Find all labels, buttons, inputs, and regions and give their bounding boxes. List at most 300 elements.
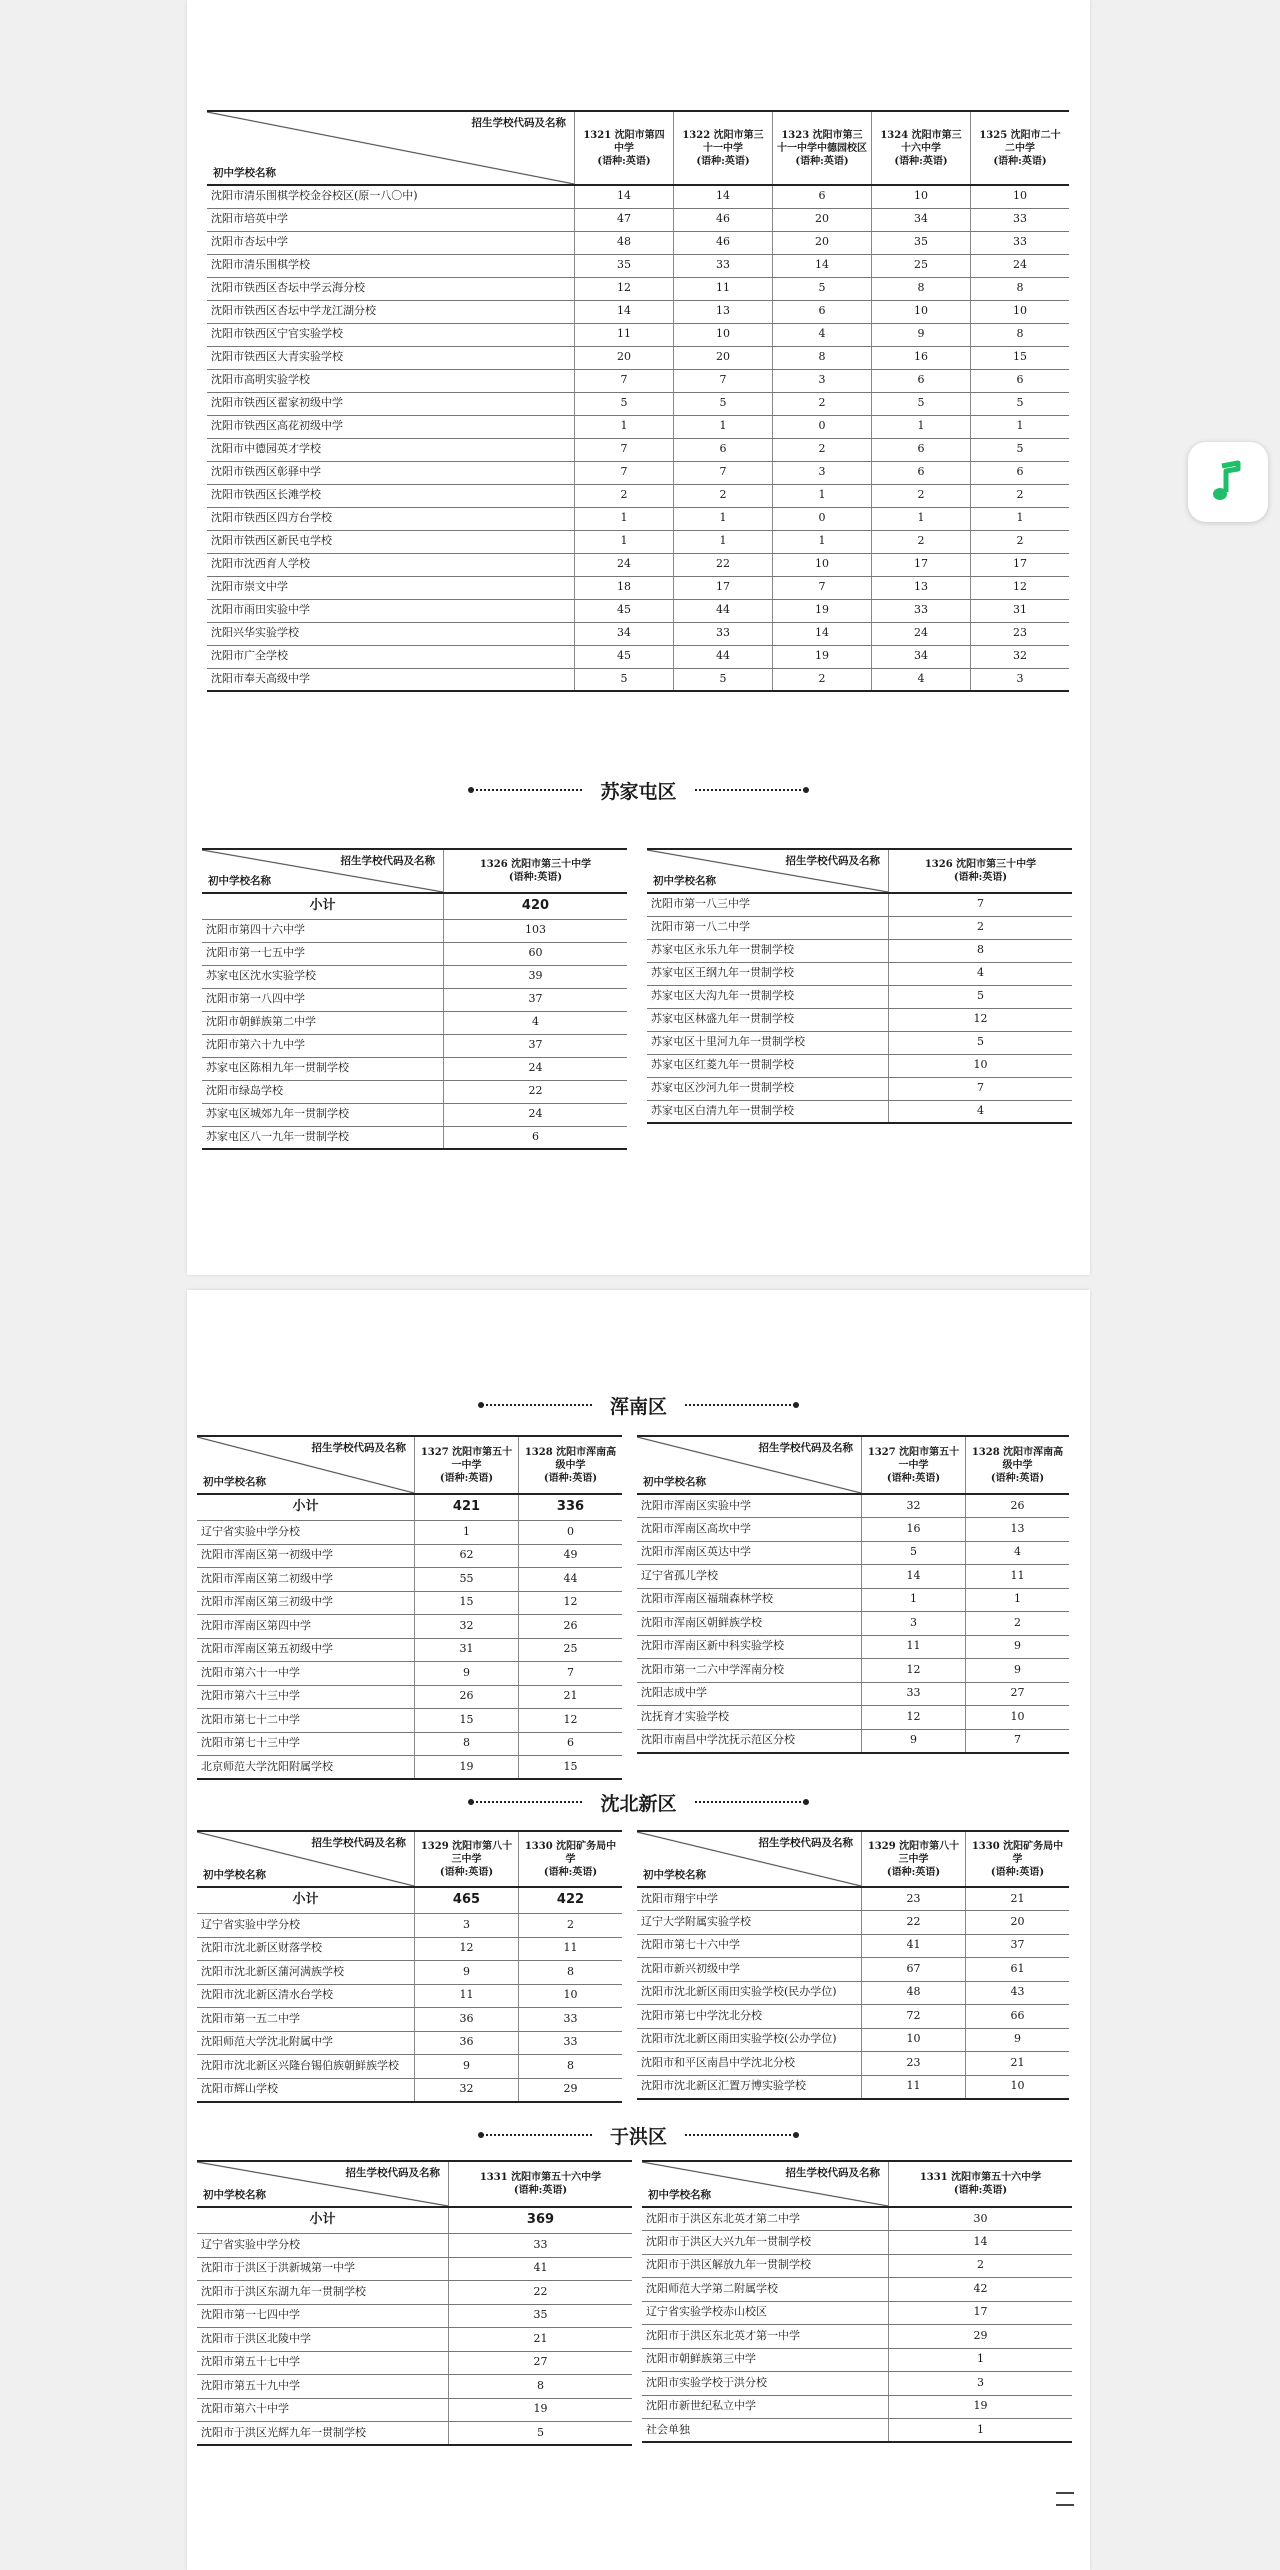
middle-school-name: 沈阳市翔宇中学 [637,1887,862,1911]
section-title-yuhong [187,2120,1090,2150]
quota-value: 29 [519,2078,623,2102]
section-title-text: 浑南区 [609,1395,667,1418]
quota-value: 62 [415,1544,519,1568]
subtotal-row [197,1887,622,1914]
middle-school-name: 沈阳市沈北新区雨田实验学校(民办学位) [637,1981,862,2005]
table-row [207,392,1069,415]
section-title-sujiatun [187,775,1090,805]
table-row [202,942,627,965]
quota-value: 12 [415,1937,519,1961]
quota-value: 10 [872,300,971,323]
quota-value: 7 [674,369,773,392]
middle-school-name: 沈阳市铁西区翟家初级中学 [207,392,575,415]
quota-value: 5 [971,392,1070,415]
middle-school-name: 沈阳市第一八三中学 [647,893,889,916]
quota-value: 10 [862,2028,966,2052]
table-row [197,1937,622,1961]
quota-value: 33 [519,2008,623,2032]
quota-value: 37 [444,1034,628,1057]
table-row [207,369,1069,392]
middle-school-name: 沈阳市第一二六中学浑南分校 [637,1659,862,1683]
middle-school-name: 沈阳市第一七五中学 [202,942,444,965]
quota-value: 4 [889,962,1073,985]
diagonal-header [647,849,889,893]
table-row [197,2234,632,2258]
middle-school-name: 沈阳市第一八二中学 [647,916,889,939]
admission-school-column-header: 1328 沈阳市浑南高级中学 (语种:英语) [966,1436,1070,1494]
table-row [197,2422,632,2446]
table-row [647,1031,1072,1054]
quota-value: 19 [415,1756,519,1780]
quota-value: 41 [449,2257,633,2281]
middle-school-name: 沈阳市沈北新区汇置万博实验学校 [637,2075,862,2099]
middle-school-name: 沈阳兴华实验学校 [207,622,575,645]
quota-value: 5 [862,1541,966,1565]
quota-value: 35 [575,254,674,277]
admission-school-column-header: 1329 沈阳市第八十三中学 (语种:英语) [862,1831,966,1887]
middle-school-name: 沈阳市沈西育人学校 [207,553,575,576]
quota-value: 10 [519,1984,623,2008]
middle-school-name: 沈阳市于洪区解放九年一贯制学校 [642,2254,889,2278]
middle-school-name: 沈阳市辉山学校 [197,2078,415,2102]
middle-school-name: 沈阳市广全学校 [207,645,575,668]
quota-value: 2 [575,484,674,507]
quota-value: 2 [889,2254,1073,2278]
shenbei-table-left [197,1830,622,2103]
quota-value: 33 [862,1682,966,1706]
middle-school-name: 沈阳市铁西区大青实验学校 [207,346,575,369]
quota-value: 9 [415,1961,519,1985]
quota-value: 42 [889,2278,1073,2302]
table-row [197,1914,622,1938]
admission-school-column-header: 1325 沈阳市二十二中学 (语种:英语) [971,111,1070,185]
middle-school-name: 沈阳市铁西区杏坛中学云海分校 [207,277,575,300]
middle-school-name: 沈阳市第六十九中学 [202,1034,444,1057]
diagonal-header [637,1436,862,1494]
table-row [197,2031,622,2055]
quota-value: 8 [971,323,1070,346]
middle-school-name: 苏家屯区沙河九年一贯制学校 [647,1077,889,1100]
quota-value: 13 [966,1518,1070,1542]
table-row [637,2028,1069,2052]
quota-value: 25 [872,254,971,277]
quota-value: 8 [519,1961,623,1985]
admission-school-column-header: 1322 沈阳市第三十一中学 (语种:英语) [674,111,773,185]
table-row [647,916,1072,939]
quota-value: 19 [449,2398,633,2422]
table-row [642,2325,1072,2349]
middle-school-name: 苏家屯区陈相九年一贯制学校 [202,1057,444,1080]
middle-school-name: 沈阳市第六十中学 [197,2398,449,2422]
table-row [637,1729,1069,1753]
quota-value: 31 [971,599,1070,622]
middle-school-name: 沈阳市培英中学 [207,208,575,231]
quota-value: 1 [889,2348,1073,2372]
divider-left [472,789,582,791]
admission-school-column-header: 1321 沈阳市第四中学 (语种:英语) [575,111,674,185]
table-row [637,1659,1069,1683]
quota-value: 37 [966,1934,1070,1958]
middle-school-name: 沈阳市铁西区长滩学校 [207,484,575,507]
quota-value: 5 [872,392,971,415]
music-note-icon [1208,460,1248,504]
table-row [197,1544,622,1568]
subtotal-value: 336 [519,1494,623,1521]
quota-value: 103 [444,919,628,942]
middle-school-name: 沈阳市雨田实验中学 [207,599,575,622]
quota-value: 26 [415,1685,519,1709]
middle-school-name: 沈阳市浑南区第三初级中学 [197,1591,415,1615]
quota-value: 35 [872,231,971,254]
middle-school-name: 沈阳志成中学 [637,1682,862,1706]
middle-school-name: 苏家屯区白清九年一贯制学校 [647,1100,889,1123]
diagonal-header [642,2161,889,2207]
middle-school-name: 沈阳市和平区南昌中学沈北分校 [637,2052,862,2076]
quota-value: 7 [889,893,1073,916]
floating-music-button[interactable] [1188,442,1268,522]
admission-school-column-header: 1327 沈阳市第五十一中学 (语种:英语) [862,1436,966,1494]
quota-value: 1 [674,530,773,553]
table-row [197,2351,632,2375]
quota-value: 33 [449,2234,633,2258]
table-row [647,1100,1072,1123]
table-row [207,277,1069,300]
quota-value: 27 [966,1682,1070,1706]
header-school-code-label: 招生学校代码及名称 [311,1442,406,1454]
quota-value: 31 [415,1638,519,1662]
divider-left [472,1801,582,1803]
middle-school-name: 北京师范大学沈阳附属学校 [197,1756,415,1780]
quota-value: 3 [971,668,1070,691]
table-row [197,2328,632,2352]
divider-right [695,1801,805,1803]
quota-value: 2 [971,530,1070,553]
quota-value: 2 [971,484,1070,507]
table-row [637,1682,1069,1706]
quota-value: 26 [966,1494,1070,1518]
quota-value: 12 [519,1591,623,1615]
middle-school-name: 沈阳市铁西区四方台学校 [207,507,575,530]
middle-school-name: 沈阳市朝鲜族第二中学 [202,1011,444,1034]
middle-school-name: 沈阳市清乐围棋学校 [207,254,575,277]
table-row [637,1981,1069,2005]
quota-value: 20 [773,208,872,231]
table-row [642,2254,1072,2278]
middle-school-name: 沈阳市浑南区第二初级中学 [197,1568,415,1592]
header-middle-school-label: 初中学校名称 [208,874,271,887]
middle-school-name: 沈阳市铁西区杏坛中学龙江湖分校 [207,300,575,323]
quota-value: 7 [575,369,674,392]
admission-school-column-header: 1326 沈阳市第三十中学 (语种:英语) [889,849,1073,893]
table-row [207,254,1069,277]
quota-value: 17 [971,553,1070,576]
middle-school-name: 沈阳市第四十六中学 [202,919,444,942]
table-row [207,530,1069,553]
table-row [642,2278,1072,2302]
quota-value: 8 [415,1732,519,1756]
quota-value: 24 [444,1103,628,1126]
quota-value: 32 [971,645,1070,668]
table-row [197,2375,632,2399]
quota-value: 3 [773,369,872,392]
quota-value: 55 [415,1568,519,1592]
table-row [207,323,1069,346]
middle-school-name: 辽宁省实验中学分校 [197,2234,449,2258]
section-title-text: 沈北新区 [600,1792,677,1815]
header-middle-school-label: 初中学校名称 [203,1475,266,1488]
table-row [202,1126,627,1149]
quota-value: 32 [415,2078,519,2102]
quota-value: 0 [519,1521,623,1545]
table-row [202,988,627,1011]
middle-school-name: 沈阳市沈北新区财落学校 [197,1937,415,1961]
quota-value: 46 [674,231,773,254]
quota-value: 6 [872,461,971,484]
quota-value: 2 [773,438,872,461]
admission-school-column-header: 1329 沈阳市第八十三中学 (语种:英语) [415,1831,519,1887]
sujiatun-table-left [202,848,627,1150]
quota-value: 12 [862,1659,966,1683]
quota-value: 43 [966,1981,1070,2005]
hunnan-table-right [637,1435,1069,1754]
quota-value: 49 [519,1544,623,1568]
quota-value: 21 [449,2328,633,2352]
table-row [642,2348,1072,2372]
sujiatun-table-right [647,848,1072,1124]
quota-value: 1 [773,484,872,507]
table-row [207,300,1069,323]
quota-value: 6 [444,1126,628,1149]
quota-value: 47 [575,208,674,231]
quota-value: 5 [575,392,674,415]
table-row [207,346,1069,369]
table-row [197,1521,622,1545]
quota-value: 29 [889,2325,1073,2349]
subtotal-label: 小计 [202,893,444,919]
quota-value: 24 [872,622,971,645]
quota-value: 1 [966,1588,1070,1612]
middle-school-name: 沈阳市第七十三中学 [197,1732,415,1756]
middle-school-name: 沈阳市铁西区高花初级中学 [207,415,575,438]
table-row [647,1077,1072,1100]
quota-value: 6 [519,1732,623,1756]
table-row [637,2005,1069,2029]
middle-school-name: 沈阳市实验学校于洪分校 [642,2372,889,2396]
quota-value: 11 [966,1565,1070,1589]
quota-value: 8 [449,2375,633,2399]
quota-value: 1 [773,530,872,553]
quota-value: 14 [889,2231,1073,2255]
middle-school-name: 苏家屯区十里河九年一贯制学校 [647,1031,889,1054]
middle-school-name: 沈阳市浑南区朝鲜族学校 [637,1612,862,1636]
quota-value: 26 [519,1615,623,1639]
table-row [207,622,1069,645]
quota-value: 24 [575,553,674,576]
quota-value: 23 [971,622,1070,645]
quota-value: 22 [674,553,773,576]
table-row [207,231,1069,254]
middle-school-name: 沈阳市浑南区实验中学 [637,1494,862,1518]
table-row [197,1591,622,1615]
quota-value: 1 [575,507,674,530]
quota-value: 24 [971,254,1070,277]
quota-value: 5 [674,392,773,415]
quota-value: 12 [519,1709,623,1733]
quota-value: 45 [575,645,674,668]
header-school-code-label: 招生学校代码及名称 [345,2167,440,2179]
quota-value: 11 [415,1984,519,2008]
quota-value: 21 [519,1685,623,1709]
table-row [197,2281,632,2305]
table-row [197,2304,632,2328]
quota-value: 5 [971,438,1070,461]
quota-value: 72 [862,2005,966,2029]
table-row [637,1934,1069,1958]
quota-value: 60 [444,942,628,965]
middle-school-name: 沈阳市浑南区新中科实验学校 [637,1635,862,1659]
middle-school-name: 苏家屯区城郊九年一贯制学校 [202,1103,444,1126]
divider-right [685,2134,795,2136]
quota-value: 12 [889,1008,1073,1031]
quota-value: 5 [575,668,674,691]
middle-school-name: 沈阳市第七十六中学 [637,1934,862,1958]
quota-value: 33 [519,2031,623,2055]
header-school-code-label: 招生学校代码及名称 [785,2167,880,2179]
middle-school-name: 辽宁省孤儿学校 [637,1565,862,1589]
quota-value: 2 [674,484,773,507]
quota-value: 9 [966,1635,1070,1659]
table-row [197,1568,622,1592]
admission-school-column-header: 1327 沈阳市第五十一中学 (语种:英语) [415,1436,519,1494]
middle-school-name: 沈阳市于洪区东北英才第二中学 [642,2207,889,2231]
table-row [207,484,1069,507]
quota-value: 0 [773,507,872,530]
admission-school-column-header: 1331 沈阳市第五十六中学 (语种:英语) [449,2161,633,2207]
middle-school-name: 社会单独 [642,2419,889,2443]
quota-value: 15 [415,1709,519,1733]
table-row [637,2075,1069,2099]
middle-school-name: 辽宁省实验学校赤山校区 [642,2301,889,2325]
middle-school-name: 沈阳市第七十二中学 [197,1709,415,1733]
middle-school-name: 沈阳市第六十一中学 [197,1662,415,1686]
header-middle-school-label: 初中学校名称 [203,2188,266,2201]
quota-value: 66 [966,2005,1070,2029]
quota-value: 5 [449,2422,633,2446]
quota-value: 11 [519,1937,623,1961]
quota-value: 21 [966,1887,1070,1911]
quota-value: 44 [674,645,773,668]
middle-school-name: 沈阳市第七中学沈北分校 [637,2005,862,2029]
quota-value: 5 [889,1031,1073,1054]
quota-value: 33 [971,208,1070,231]
table-row [202,1103,627,1126]
quota-value: 48 [862,1981,966,2005]
middle-school-name: 沈阳市新世纪私立中学 [642,2395,889,2419]
quota-value: 8 [773,346,872,369]
quota-value: 22 [449,2281,633,2305]
divider-left [482,1404,592,1406]
quota-value: 7 [674,461,773,484]
quota-value: 3 [415,1914,519,1938]
quota-value: 27 [449,2351,633,2375]
quota-value: 13 [674,300,773,323]
quota-value: 14 [862,1565,966,1589]
table-row [637,1588,1069,1612]
quota-value: 2 [519,1914,623,1938]
quota-value: 2 [872,484,971,507]
middle-school-name: 沈阳市新兴初级中学 [637,1958,862,1982]
quota-value: 3 [773,461,872,484]
quota-value: 39 [444,965,628,988]
quota-value: 20 [966,1911,1070,1935]
section-title-shenbei [187,1787,1090,1817]
quota-value: 6 [872,438,971,461]
quota-value: 7 [575,461,674,484]
middle-school-name: 沈阳市于洪区东湖九年一贯制学校 [197,2281,449,2305]
quota-value: 11 [862,1635,966,1659]
shenbei-table-right [637,1830,1069,2100]
quota-value: 1 [575,530,674,553]
quota-value: 10 [966,2075,1070,2099]
quota-value: 33 [674,622,773,645]
quota-value: 8 [519,2055,623,2079]
middle-school-name: 沈阳市第一五二中学 [197,2008,415,2032]
quota-value: 15 [971,346,1070,369]
quota-value: 9 [872,323,971,346]
subtotal-row [197,1494,622,1521]
subtotal-row [202,893,627,919]
quota-value: 46 [674,208,773,231]
quota-value: 19 [773,645,872,668]
table-row [637,1958,1069,1982]
quota-value: 30 [889,2207,1073,2231]
subtotal-value: 465 [415,1887,519,1914]
header-school-code-label: 招生学校代码及名称 [471,117,566,129]
quota-value: 8 [971,277,1070,300]
quota-value: 6 [872,369,971,392]
subtotal-value: 421 [415,1494,519,1521]
subtotal-value: 420 [444,893,628,919]
quota-value: 2 [889,916,1073,939]
quota-value: 32 [862,1494,966,1518]
subtotal-value: 369 [449,2207,633,2234]
middle-school-name: 沈阳市绿岛学校 [202,1080,444,1103]
middle-school-name: 沈阳市浑南区第五初级中学 [197,1638,415,1662]
middle-school-name: 沈阳市清乐围棋学校金谷校区(原一八〇中) [207,185,575,208]
diagonal-header [197,2161,449,2207]
quota-value: 1 [862,1588,966,1612]
middle-school-name: 苏家屯区永乐九年一贯制学校 [647,939,889,962]
quota-value: 15 [519,1756,623,1780]
middle-school-name: 沈阳市浑南区第一初级中学 [197,1544,415,1568]
table-row [202,1080,627,1103]
table-row [197,2398,632,2422]
quota-value: 36 [415,2008,519,2032]
quota-value: 61 [966,1958,1070,1982]
admission-school-column-header: 1328 沈阳市浑南高级中学 (语种:英语) [519,1436,623,1494]
quota-value: 20 [674,346,773,369]
table-row [207,438,1069,461]
middle-school-name: 辽宁省实验中学分校 [197,1914,415,1938]
quota-value: 33 [872,599,971,622]
admission-school-column-header: 1330 沈阳矿务局中学 (语种:英语) [519,1831,623,1887]
table-row [207,553,1069,576]
quota-value: 45 [575,599,674,622]
quota-value: 3 [889,2372,1073,2396]
middle-school-name: 苏家屯区八一九年一贯制学校 [202,1126,444,1149]
quota-value: 9 [966,2028,1070,2052]
quota-value: 7 [575,438,674,461]
